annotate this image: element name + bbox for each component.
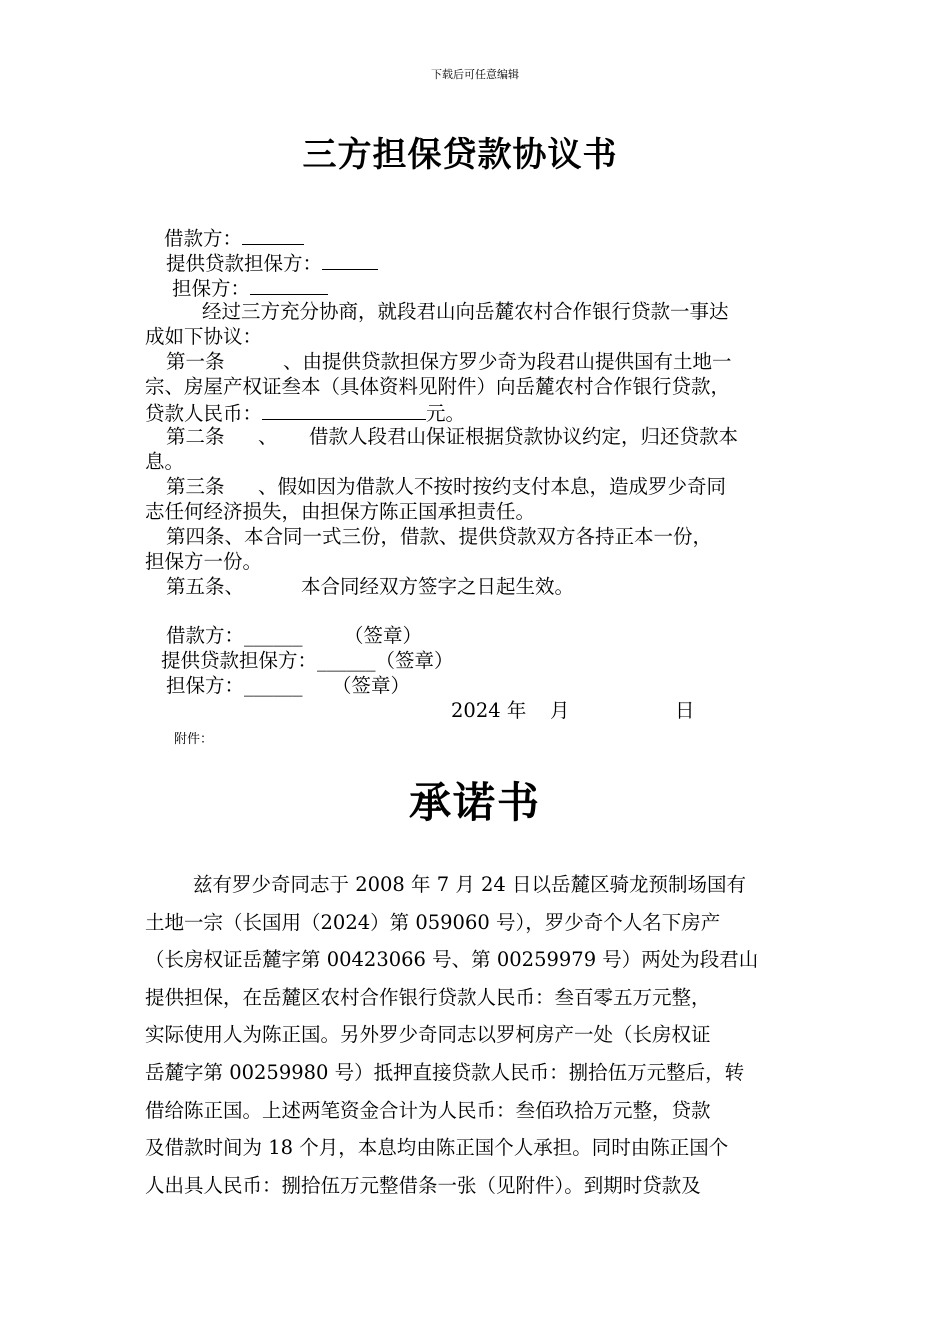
date-year: 2024 年 <box>451 699 527 722</box>
preamble-line-1: 经过三方充分协商，就段君山向岳麓农村合作银行贷款一事达 <box>202 300 729 323</box>
commitment-line: （长房权证岳麓字第 00423066 号、第 00259979 号）两处为段君山 <box>145 948 759 972</box>
article-3-line-2: 志任何经济损失，由担保方陈正国承担责任。 <box>145 500 536 523</box>
date-month: 月 <box>550 699 570 722</box>
borrower-label: 借款方： <box>164 227 243 250</box>
article-1-text: 、由提供贷款担保方罗少奇为段君山提供国有土地一 <box>283 350 732 373</box>
date-day: 日 <box>675 699 695 722</box>
article-1-number: 第一条 <box>166 350 225 373</box>
commitment-line: 借给陈正国。上述两笔资金合计为人民币：叁佰玖拾万元整，贷款 <box>145 1098 711 1122</box>
article-4-line-2: 担保方一份。 <box>145 550 263 573</box>
commitment-line: 兹有罗少奇同志于 2008 年 7 月 24 日以岳麓区骑龙预制场国有 <box>193 873 747 896</box>
loan-amount-label: 贷款人民币： <box>145 402 263 425</box>
signature-guarantor: 担保方：______ <box>166 674 303 697</box>
attachment-label: 附件： <box>174 732 214 747</box>
commitment-line: 岳麓字第 00259980 号）抵押直接贷款人民币：捌拾伍万元整后，转 <box>145 1060 745 1084</box>
article-3-text: 、假如因为借款人不按时按约支付本息，造成罗少奇同 <box>258 475 727 498</box>
commitment-title: 承诺书 <box>408 778 541 827</box>
signature-guarantor-seal: （签章） <box>332 674 411 697</box>
article-5-number: 第五条、 <box>166 575 245 598</box>
borrower-line <box>164 225 304 251</box>
article-2-separator: 、 <box>258 425 278 448</box>
commitment-line: 土地一宗（长国用（2024）第 059060 号），罗少奇个人名下房产 <box>145 910 721 934</box>
loan-amount-blank <box>262 400 426 420</box>
commitment-line: 人出具人民币：捌拾伍万元整借条一张（见附件）。到期时贷款及 <box>145 1173 701 1197</box>
article-4-line-1: 第四条、本合同一式三份，借款、提供贷款双方各持正本一份， <box>166 525 713 548</box>
loan-amount-unit: 元。 <box>426 402 466 425</box>
article-2-text: 借款人段君山保证根据贷款协议约定，归还贷款本 <box>309 425 739 448</box>
signature-borrower-seal: （签章） <box>344 624 423 647</box>
guarantor-line <box>172 275 328 301</box>
commitment-line: 及借款时间为 18 个月，本息均由陈正国个人承担。同时由陈正国个 <box>145 1136 729 1160</box>
signature-provider: 提供贷款担保方：______（签章） <box>161 649 454 672</box>
commitment-line: 实际使用人为陈正国。另外罗少奇同志以罗柯房产一处（长房权证 <box>145 1023 711 1047</box>
article-2-number: 第二条 <box>166 425 225 448</box>
article-5-text: 本合同经双方签字之日起生效。 <box>301 575 575 598</box>
signature-borrower: 借款方：______ <box>166 624 303 647</box>
borrower-blank <box>242 225 304 245</box>
provider-blank <box>322 250 378 270</box>
article-1-line-2: 宗、房屋产权证叁本（具体资料见附件）向岳麓农村合作银行贷款， <box>145 375 731 398</box>
guarantor-label: 担保方： <box>172 277 251 300</box>
commitment-line: 提供担保，在岳麓区农村合作银行贷款人民币：叁百零五万元整， <box>145 985 711 1009</box>
article-3-number: 第三条 <box>166 475 225 498</box>
provider-line <box>166 250 378 276</box>
agreement-title: 三方担保贷款协议书 <box>302 135 618 175</box>
provider-label: 提供贷款担保方： <box>166 252 323 275</box>
article-2-line-2: 息。 <box>145 450 185 473</box>
guarantor-blank <box>250 275 328 295</box>
article-1-line-3 <box>145 400 465 426</box>
preamble-line-2: 成如下协议： <box>145 325 263 348</box>
header-note: 下载后可任意编辑 <box>431 68 519 81</box>
commitment-body <box>145 866 815 1204</box>
